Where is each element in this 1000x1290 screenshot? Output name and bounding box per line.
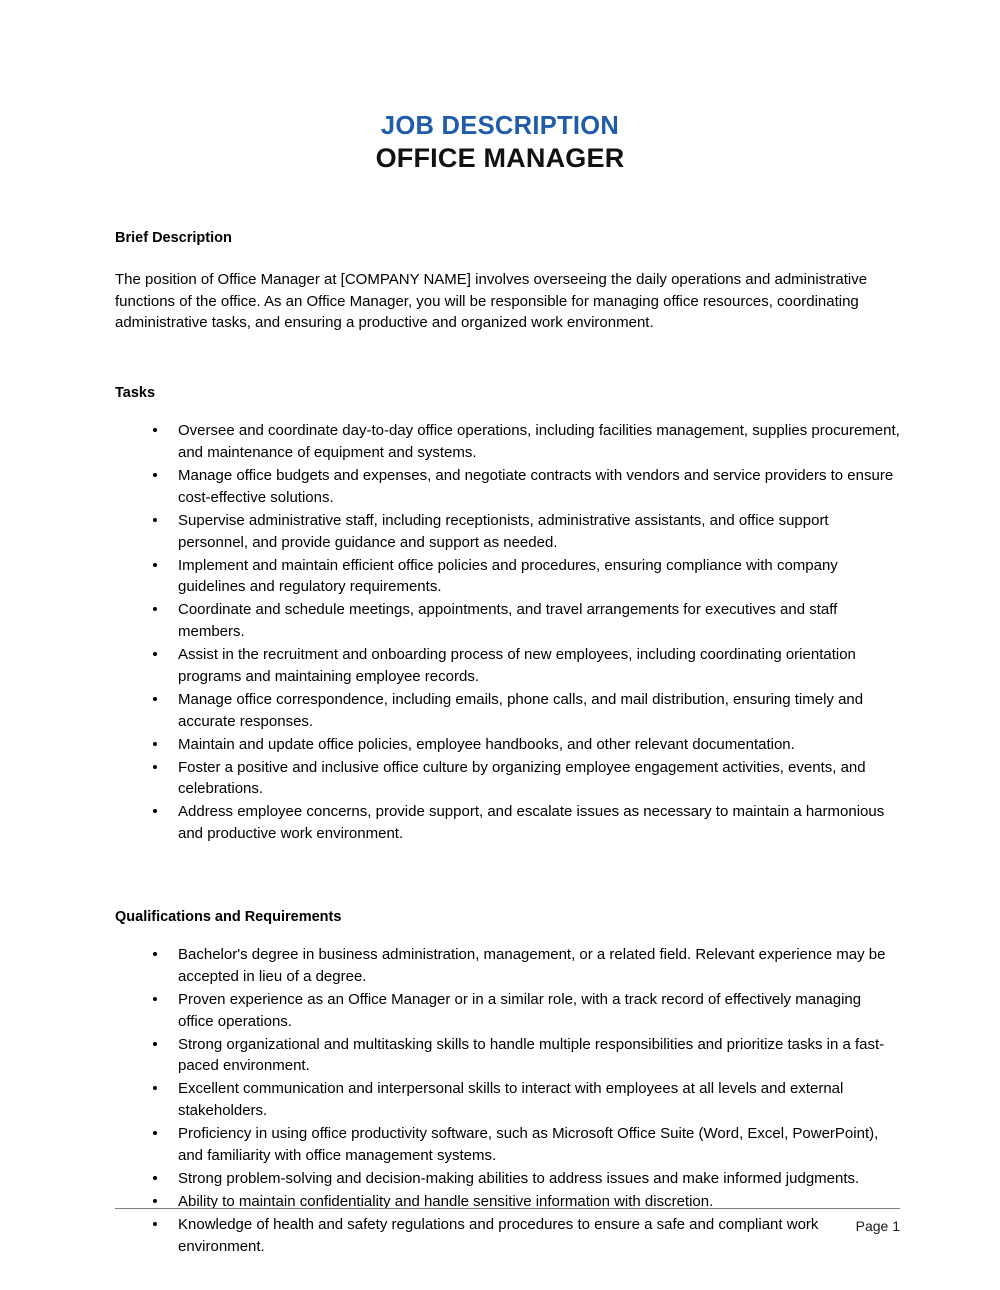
- list-item-text: Knowledge of health and safety regulations and procedures to ensure a safe and compliant work environment.: [178, 1215, 819, 1255]
- list-item-text: Oversee and coordinate day-to-day office operations, including facilities management, supplies procurement, and maintenance of equipment and systems.: [178, 422, 900, 462]
- list-item-text: Manage office budgets and expenses, and negotiate contracts with vendors and service providers to ensure cost-effective solutions.: [178, 467, 894, 506]
- bullet-dot-icon: [153, 1086, 157, 1090]
- list-item: [115, 555, 900, 599]
- list-item: [115, 599, 900, 643]
- list-item: [115, 420, 900, 464]
- list-item-text: Maintain and update office policies, employee handbooks, and other relevant documentation.: [178, 735, 795, 753]
- section-spacer: [115, 334, 900, 384]
- section-tasks: [115, 384, 900, 845]
- document-kicker: JOB DESCRIPTION: [380, 112, 620, 140]
- list-item: [115, 1168, 900, 1190]
- list-item: [115, 1034, 900, 1078]
- page-number: Page 1: [855, 1218, 900, 1235]
- list-item: [115, 944, 900, 988]
- bullet-dot-icon: [153, 518, 157, 522]
- bullet-dot-icon: [153, 809, 157, 813]
- bullet-dot-icon: [153, 1042, 157, 1046]
- bullet-dot-icon: [153, 765, 157, 769]
- list-item-text: Excellent communication and interpersonal skills to interact with employees at all levels and external stakeholders.: [178, 1080, 844, 1120]
- bullet-dot-icon: [153, 607, 157, 611]
- list-item: [115, 510, 900, 554]
- bullet-dot-icon: [153, 1176, 157, 1180]
- brief-description-paragraph: The position of Office Manager at [COMPANY NAME] involves overseeing the daily operations and administrative functions of the office. As an Office Manager, you will be responsible for managing office resources, coordinating administrative tasks, and ensuring a productive and organized work environment.: [115, 270, 868, 332]
- tasks-list: [115, 420, 900, 845]
- page-footer: [115, 1208, 900, 1235]
- section-heading-qualifications: Qualifications and Requirements: [115, 909, 342, 926]
- page-title: OFFICE MANAGER: [375, 142, 625, 173]
- bullet-dot-icon: [153, 952, 157, 956]
- list-item-text: Proven experience as an Office Manager or in a similar role, with a track record of effectively managing office operations.: [178, 990, 862, 1030]
- list-item-text: Strong organizational and multitasking skills to handle multiple responsibilities and prioritize tasks in a fast-paced environment.: [178, 1035, 885, 1075]
- list-item-text: Bachelor's degree in business administration, management, or a related field. Relevant experience may be accepted in lieu of a degree.: [178, 945, 886, 985]
- list-item-text: Strong problem-solving and decision-making abilities to address issues and make informed judgments.: [178, 1169, 860, 1187]
- bullet-dot-icon: [153, 997, 157, 1001]
- list-item: [115, 734, 900, 756]
- bullet-dot-icon: [153, 563, 157, 567]
- list-item-text: Address employee concerns, provide support, and escalate issues as necessary to maintain a harmonious and productive work environment.: [178, 803, 885, 843]
- bullet-dot-icon: [153, 697, 157, 701]
- section-heading-brief-description: Brief Description: [115, 229, 232, 246]
- list-item-text: Manage office correspondence, including emails, phone calls, and mail distribution, ensuring timely and accurate responses.: [178, 690, 864, 730]
- section-heading-tasks: Tasks: [115, 385, 156, 402]
- section-qualifications: [115, 908, 900, 1257]
- list-item: [115, 1123, 900, 1167]
- list-item-text: Proficiency in using office productivity software, such as Microsoft Office Suite (Word, Excel, PowerPoint), and familiarity with office management systems.: [178, 1125, 879, 1164]
- list-item: [115, 801, 900, 845]
- section-brief-description: [115, 229, 900, 335]
- bullet-dot-icon: [153, 1199, 157, 1203]
- list-item-text: Implement and maintain efficient office policies and procedures, ensuring compliance with company guidelines and regulatory requirements.: [178, 556, 838, 596]
- list-item-text: Ability to maintain confidentiality and handle sensitive information with discretion.: [178, 1192, 714, 1210]
- list-item-text: Assist in the recruitment and onboarding process of new employees, including coordinating orientation programs and maintaining employee records.: [178, 646, 856, 686]
- list-item: [115, 757, 900, 801]
- bullet-dot-icon: [153, 1131, 157, 1135]
- list-item: [115, 989, 900, 1033]
- bullet-dot-icon: [153, 473, 157, 477]
- list-item-text: Coordinate and schedule meetings, appointments, and travel arrangements for executives and staff members.: [178, 601, 838, 641]
- bullet-dot-icon: [153, 428, 157, 432]
- document-content: [115, 174, 900, 1258]
- bullet-dot-icon: [153, 742, 157, 746]
- list-item: [115, 465, 900, 509]
- section-spacer: [115, 846, 900, 908]
- list-item: [115, 689, 900, 733]
- list-item-text: Supervise administrative staff, including receptionists, administrative assistants, and office support personnel, and provide guidance and support as needed.: [178, 511, 829, 551]
- document-title-block: [0, 0, 1000, 174]
- list-item-text: Foster a positive and inclusive office culture by organizing employee engagement activities, events, and celebrations.: [178, 758, 866, 798]
- list-item: [115, 1078, 900, 1122]
- bullet-dot-icon: [153, 652, 157, 656]
- list-item: [115, 644, 900, 688]
